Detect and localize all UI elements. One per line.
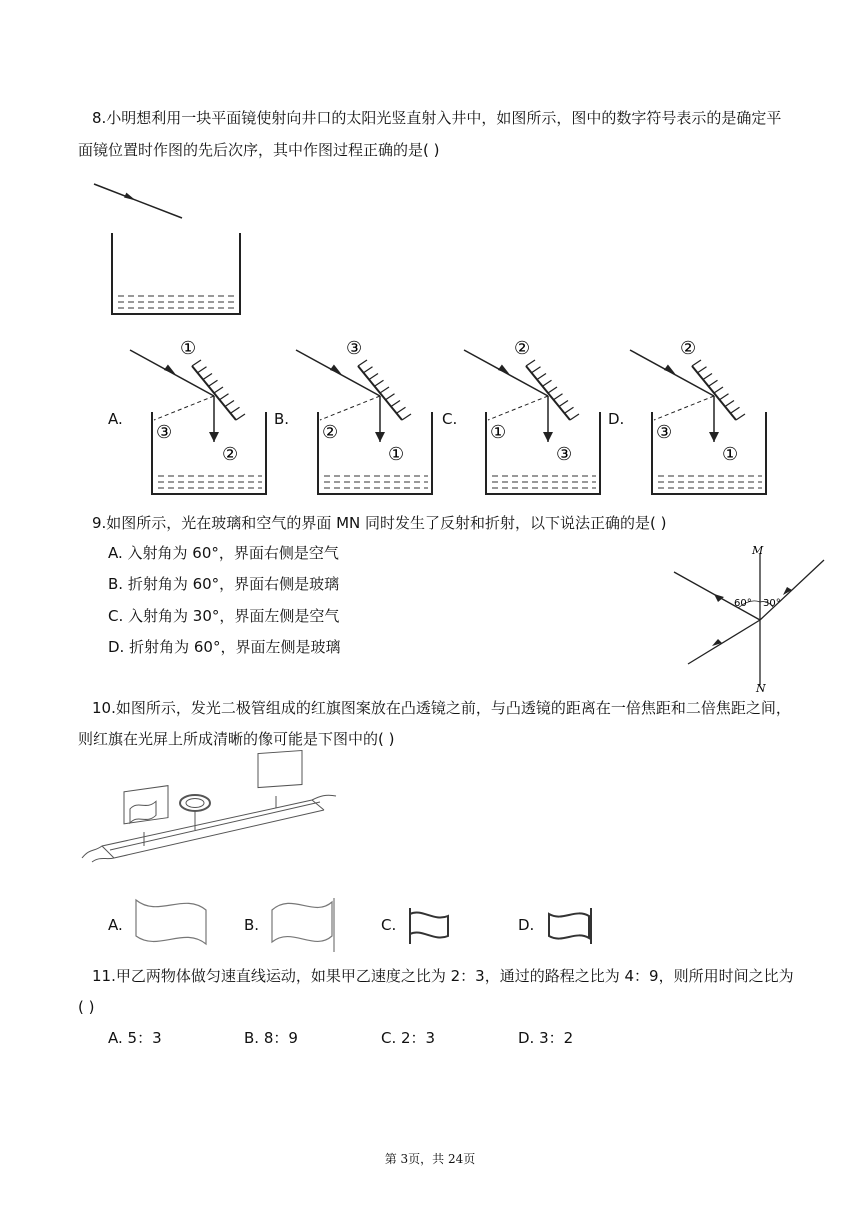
q8-option-a-figure: [130, 336, 270, 496]
q11-option-c: C. 2：3: [381, 1029, 436, 1047]
label-m: M: [752, 544, 764, 557]
q11-stem-line2: ( ): [78, 998, 95, 1016]
step-bottom-marker: ③: [556, 444, 573, 465]
q9-stem: 9.如图所示，光在玻璃和空气的界面 MN 同时发生了反射和折射，以下说法正确的是( ): [92, 514, 667, 532]
q10-option-d-label: D.: [518, 916, 535, 934]
q11-option-b: B. 8：9: [244, 1029, 298, 1047]
q11-option-d: D. 3：2: [518, 1029, 574, 1047]
q10-option-b-flag-image: [270, 898, 342, 954]
q9-refraction-figure: [670, 540, 840, 700]
q8-option-d-figure: [630, 336, 770, 496]
q10-option-a-label: A.: [108, 916, 123, 934]
step-top-marker: ②: [680, 338, 697, 359]
q10-option-c-flag-image: [408, 908, 458, 964]
angle-label-left: 60°: [734, 598, 752, 609]
label-n: N: [756, 682, 766, 695]
angle-label-right: 30°: [763, 598, 781, 609]
q10-option-c-label: C.: [381, 916, 397, 934]
q8-stem-line1: 8.小明想利用一块平面镜使射向井口的太阳光竖直射入井中，如图所示，图中的数字符号表示的是确定平: [92, 109, 782, 127]
step-left-marker: ②: [322, 422, 339, 443]
q10-stem-line2: 则红旗在光屏上所成清晰的像可能是下图中的( ): [78, 730, 395, 748]
q8-option-d-label: D.: [608, 410, 625, 428]
page-footer: 第 3页，共 24页: [384, 1152, 476, 1166]
q8-option-b-label: B.: [274, 410, 290, 428]
step-bottom-marker: ①: [722, 444, 739, 465]
q8-stem-line2: 面镜位置时作图的先后次序，其中作图过程正确的是( ): [78, 141, 440, 159]
step-top-marker: ②: [514, 338, 531, 359]
step-top-marker: ③: [346, 338, 363, 359]
step-bottom-marker: ①: [388, 444, 405, 465]
q10-option-b-label: B.: [244, 916, 260, 934]
step-bottom-marker: ②: [222, 444, 239, 465]
q11-stem-line1: 11.甲乙两物体做匀速直线运动，如果甲乙速度之比为 2：3，通过的路程之比为 4：9，则所用时间之比为: [92, 967, 794, 985]
q9-option-c: C. 入射角为 30°，界面左侧是空气: [108, 607, 340, 625]
q8-option-b-figure: [296, 336, 436, 496]
q8-option-c-label: C.: [442, 410, 458, 428]
step-left-marker: ③: [656, 422, 673, 443]
step-left-marker: ③: [156, 422, 173, 443]
q10-option-a-flag-image: [136, 898, 214, 954]
q10-optical-bench-figure: [80, 760, 350, 880]
q8-option-a-label: A.: [108, 410, 123, 428]
q10-option-d-flag-image: [545, 908, 599, 964]
q8-well-figure: [80, 178, 260, 318]
step-left-marker: ①: [490, 422, 507, 443]
step-top-marker: ①: [180, 338, 197, 359]
q11-option-a: A. 5：3: [108, 1029, 162, 1047]
q9-option-b: B. 折射角为 60°，界面右侧是玻璃: [108, 575, 340, 593]
q8-option-c-figure: [464, 336, 604, 496]
q10-stem-line1: 10.如图所示，发光二极管组成的红旗图案放在凸透镜之前，与凸透镜的距离在一倍焦距和二倍焦距之间，: [92, 699, 791, 717]
q9-option-d: D. 折射角为 60°，界面左侧是玻璃: [108, 638, 341, 656]
q9-option-a: A. 入射角为 60°，界面右侧是空气: [108, 544, 339, 562]
